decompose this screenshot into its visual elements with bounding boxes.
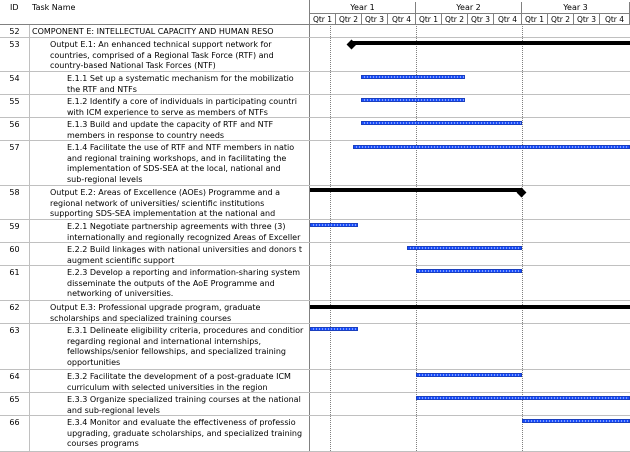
task-bar[interactable] xyxy=(407,246,522,250)
summary-bar[interactable] xyxy=(310,188,522,192)
task-name-header-label: Task Name xyxy=(32,3,76,12)
gridline xyxy=(522,24,523,451)
task-bar[interactable] xyxy=(310,327,358,331)
timescale-quarter: Qtr 4 xyxy=(600,13,630,25)
task-id: 65 xyxy=(0,393,30,415)
timescale-quarter: Qtr 3 xyxy=(574,13,600,25)
timescale-quarter: Qtr 2 xyxy=(442,13,468,25)
timescale-quarter: Qtr 1 xyxy=(416,13,442,25)
task-bar[interactable] xyxy=(361,98,465,102)
task-bar[interactable] xyxy=(361,121,522,125)
timescale-quarter: Qtr 1 xyxy=(522,13,548,25)
task-name: E.3.3 Organize specialized training courses at the national and sub-regional levels xyxy=(29,393,310,415)
task-id: 57 xyxy=(0,141,30,185)
task-name-column-header[interactable] xyxy=(29,0,310,24)
task-id: 59 xyxy=(0,220,30,242)
task-name: Output E.1: An enhanced technical support network for countries, comprised of a Regional Task Force (RTF) and country-based National Task Forces (NTF) xyxy=(29,38,310,71)
task-bar[interactable] xyxy=(522,419,630,423)
task-bar[interactable] xyxy=(353,145,630,149)
timescale-year-2: Year 2 xyxy=(416,2,522,13)
task-id: 64 xyxy=(0,370,30,392)
task-id: 58 xyxy=(0,186,30,219)
id-header-label: ID xyxy=(10,3,19,12)
task-name: E.3.4 Monitor and evaluate the effectiveness of professio upgrading, graduate scholarships, and specialized training courses programs xyxy=(29,416,310,451)
task-bar[interactable] xyxy=(416,269,522,273)
task-id: 56 xyxy=(0,118,30,140)
timescale-quarter: Qtr 2 xyxy=(548,13,574,25)
id-column-header[interactable] xyxy=(0,0,30,24)
task-id: 53 xyxy=(0,38,30,71)
timescale-quarter: Qtr 4 xyxy=(494,13,522,25)
task-name: E.2.2 Build linkages with national universities and donors t augment scientific support xyxy=(29,243,310,265)
timescale-quarter: Qtr 4 xyxy=(388,13,416,25)
task-name: E.1.1 Set up a systematic mechanism for the mobilizatio the RTF and NTFs xyxy=(29,72,310,94)
task-id: 55 xyxy=(0,95,30,117)
gridline xyxy=(416,24,417,451)
task-bar[interactable] xyxy=(361,75,465,79)
task-name: COMPONENT E: INTELLECTUAL CAPACITY AND HUMAN RESO xyxy=(29,25,310,37)
task-name: E.2.3 Develop a reporting and information-sharing system disseminate the outputs of the AoE Programme and networking of universities. xyxy=(29,266,310,300)
gridline xyxy=(330,24,331,451)
task-bar[interactable] xyxy=(416,396,630,400)
timescale-year-3: Year 3 xyxy=(522,2,630,13)
task-id: 61 xyxy=(0,266,30,300)
gantt-header xyxy=(0,0,630,25)
timescale-quarter: Qtr 3 xyxy=(468,13,494,25)
summary-end-marker xyxy=(517,188,527,198)
task-id: 62 xyxy=(0,301,30,323)
timescale-quarter: Qtr 3 xyxy=(362,13,388,25)
task-id: 54 xyxy=(0,72,30,94)
timescale-year-1: Year 1 xyxy=(310,2,416,13)
gantt-chart-area[interactable] xyxy=(310,24,630,451)
task-name: E.3.2 Facilitate the development of a post-graduate ICM curriculum with selected universities in the region xyxy=(29,370,310,392)
task-id: 60 xyxy=(0,243,30,265)
timescale-quarter: Qtr 2 xyxy=(336,13,362,25)
summary-bar[interactable] xyxy=(351,41,630,45)
timescale-quarter: Qtr 1 xyxy=(310,13,336,25)
task-name: E.3.1 Delineate eligibility criteria, procedures and conditior regarding regional and international internships, fellowships/senior fellowships, and specialized training opportunities xyxy=(29,324,310,369)
task-name: E.1.2 Identify a core of individuals in participating countri with ICM experience to serve as members of NTFs xyxy=(29,95,310,117)
task-bar[interactable] xyxy=(416,373,522,377)
summary-bar[interactable] xyxy=(310,305,630,309)
task-name: Output E.2: Areas of Excellence (AOEs) Programme and a regional network of universities/ scientific institutions supporting SDS-SEA implementation at the national and xyxy=(29,186,310,219)
task-name: E.1.3 Build and update the capacity of RTF and NTF members in response to country needs xyxy=(29,118,310,140)
task-id: 52 xyxy=(0,25,30,37)
task-bar[interactable] xyxy=(310,223,358,227)
task-name: Output E.3: Professional upgrade program, graduate scholarships and specialized training courses xyxy=(29,301,310,323)
task-id: 66 xyxy=(0,416,30,451)
task-name: E.2.1 Negotiate partnership agreements with three (3) internationally and regionally recognized Areas of Exceller xyxy=(29,220,310,242)
task-name: E.1.4 Facilitate the use of RTF and NTF members in natio and regional training workshops, and in facilitating the implementation of SDS-SEA at the local, national and sub-regional levels xyxy=(29,141,310,185)
task-id: 63 xyxy=(0,324,30,369)
